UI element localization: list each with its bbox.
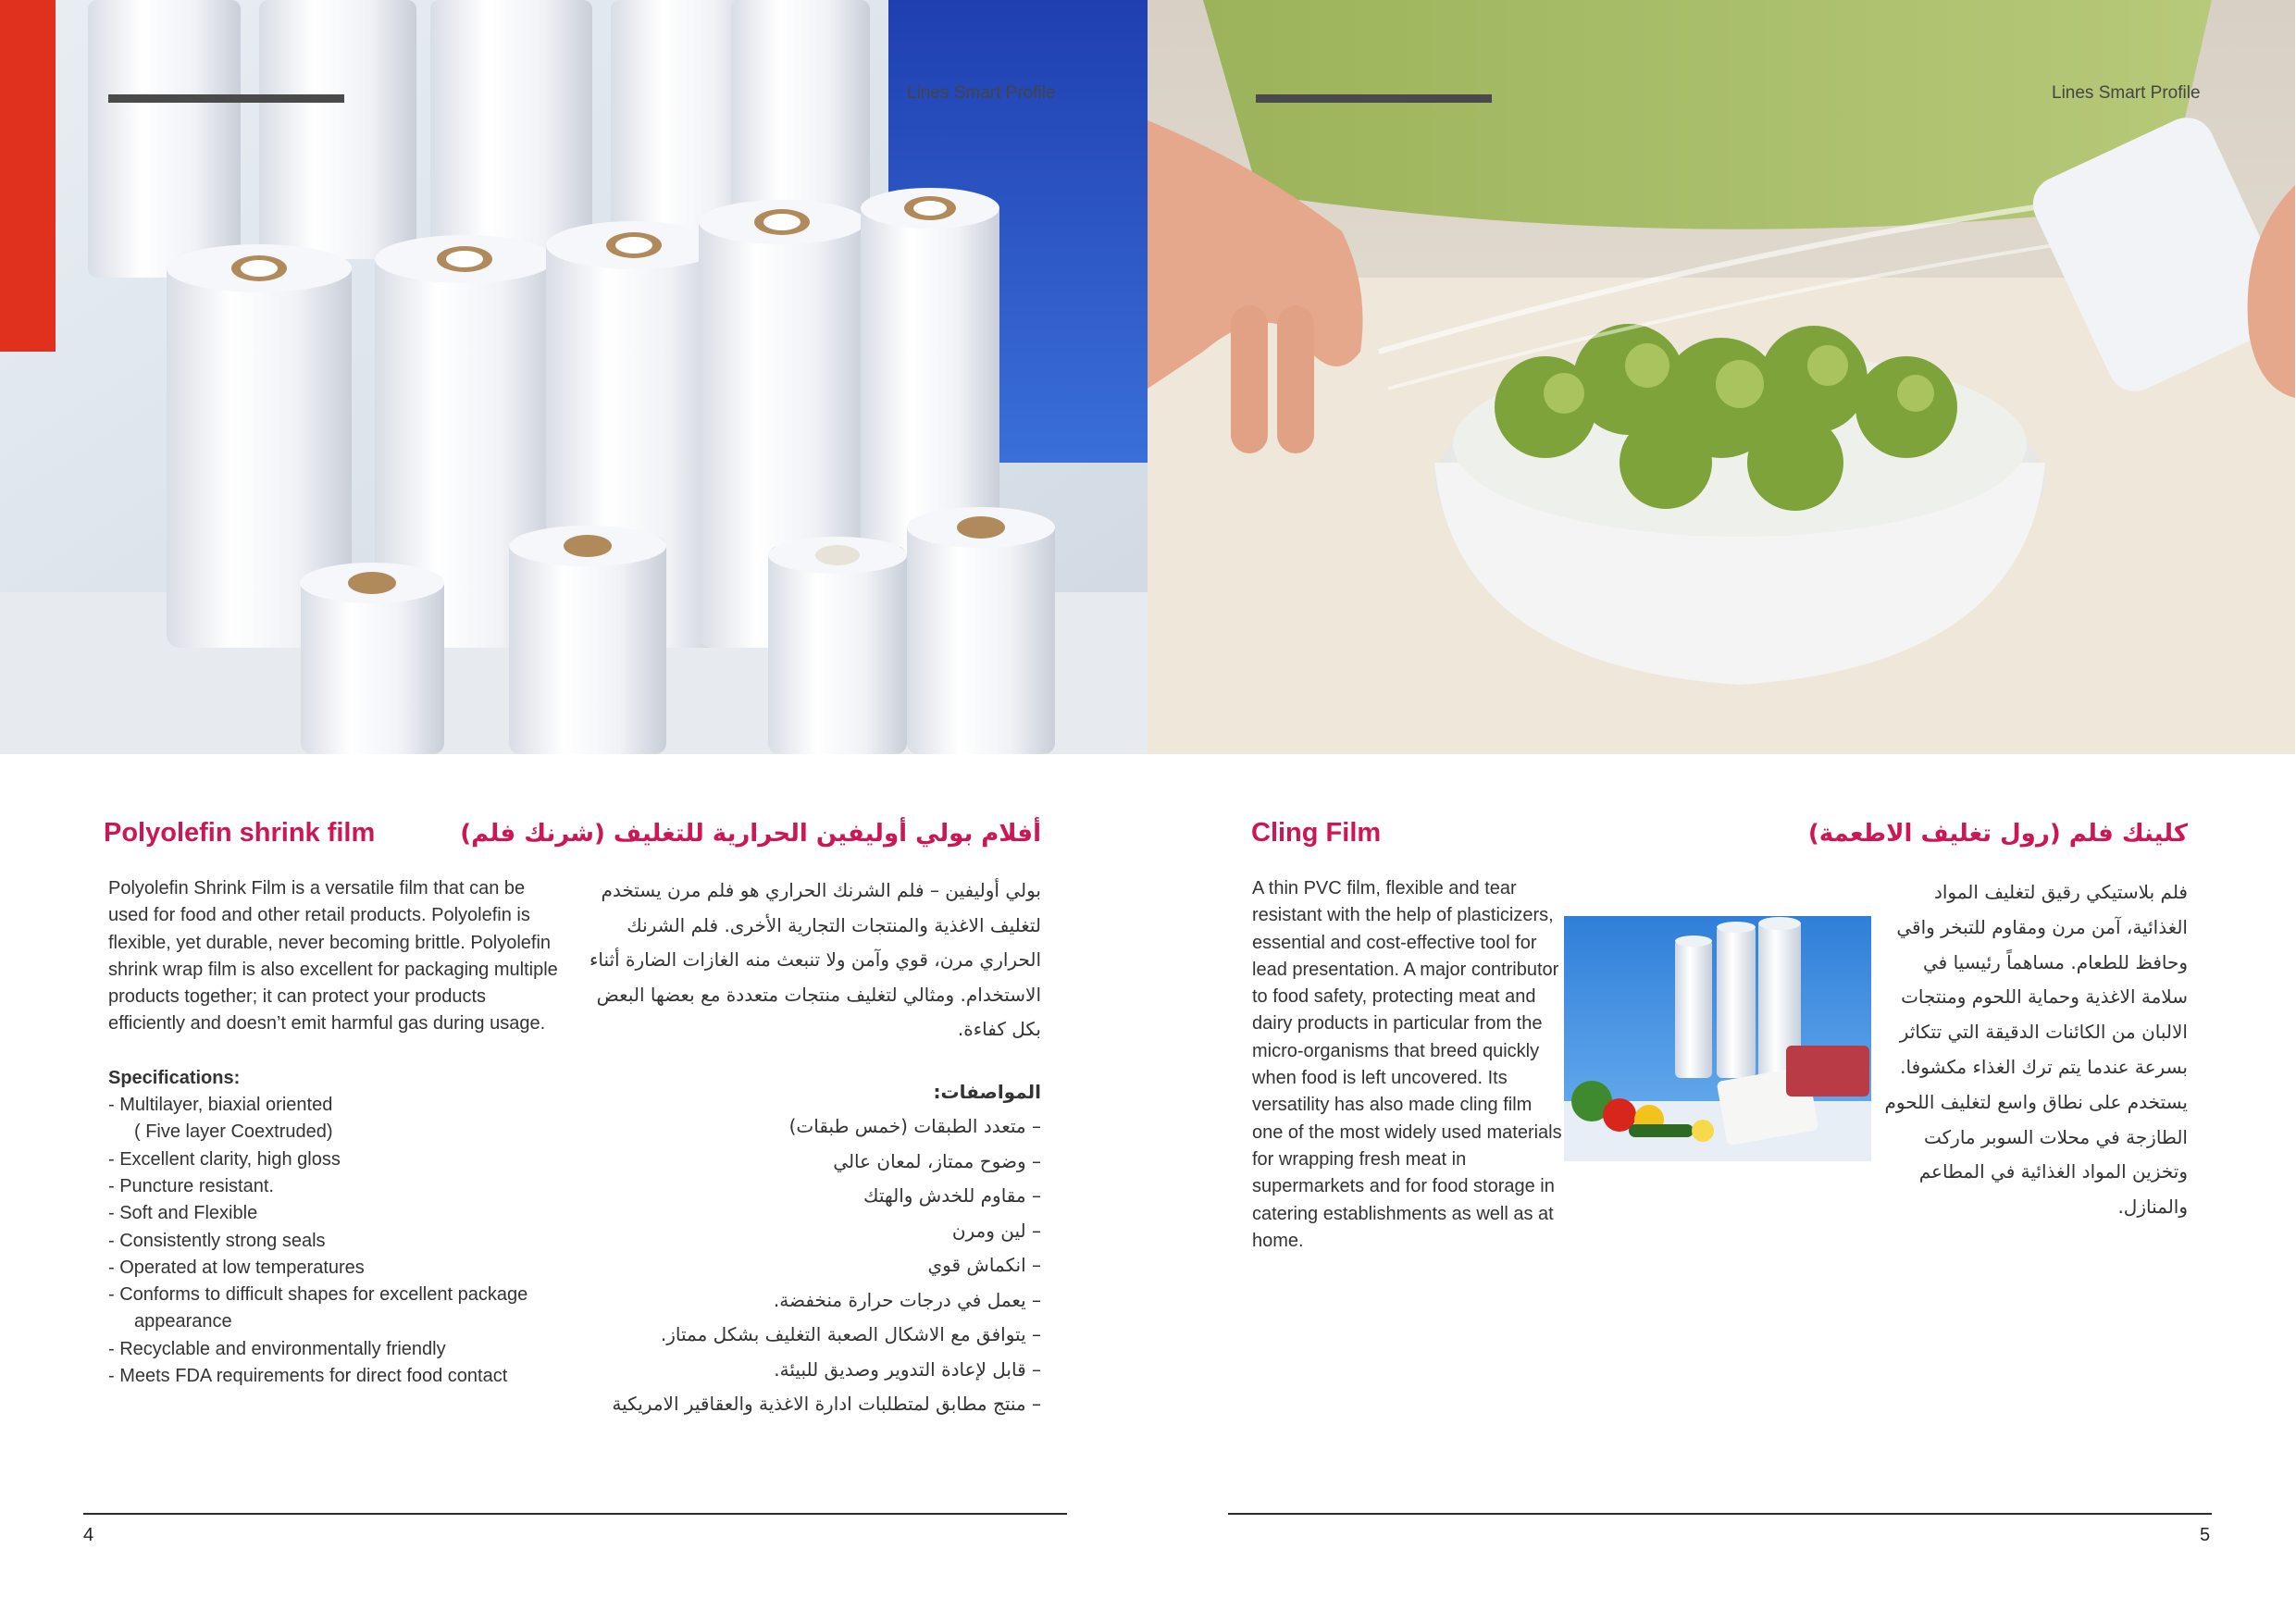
specifications-heading: Specifications: (108, 1067, 241, 1088)
body-text-en: A thin PVC film, flexible and tear resistant with the help of plasticizers, essential and cost-effective tool for lead presentation. A major contributor to food safety, protecting meat and dairy products in particular from the micro-organisms that breed quickly when food is left uncovered. Its versatility has also made cling film one of the most widely used materials for wrapping fresh meat in supermarkets and for food storage in catering establishments as well as at home. (1252, 878, 1562, 1251)
spec-item-ar: – وضوح ممتاز، لمعان عالي (833, 1149, 1041, 1172)
spec-item-ar: – مقاوم للخدش والهتك (863, 1184, 1041, 1207)
body-text-ar: فلم بلاستيكي رقيق لتغليف المواد الغذائية، آمن مرن ومقاوم للتبخر واقي وحافظ للطعام. مساهماً رئيسيا في سلامة الاغذية وحماية اللحوم ومنتجات الالبان من الكائنات الدقيقة التي تتكاثر بسرعة عندما يتم ترك الغذاء مكشوفا. يستخدم على نطاق واسع لتغليف اللحوم الطازجة في محلات السوبر ماركت وتخزين المواد الغذائية في المطاعم والمنازل. (1884, 881, 2188, 1219)
body-text-ar: بولي أوليفين – فلم الشرنك الحراري هو فلم مرن يستخدم لتغليف الاغذية والمنتجات التجارية الأخرى. فلم الشرنك الحراري مرن، قوي وآمن ولا تنبعث منه الغازات الضارة أثناء الاستخدام. ومثالي لتغليف منتجات متعددة مع بعضها البعض بكل كفاءة. (589, 879, 1041, 1040)
spec-item-ar: – يتوافق مع الاشكال الصعبة التغليف بشكل ممتاز. (660, 1323, 1041, 1345)
specifications-heading-ar: المواصفات: (933, 1080, 1041, 1103)
header-bar (108, 94, 344, 103)
spec-item: - Soft and Flexible (108, 1203, 258, 1224)
page-number: 5 (2200, 1525, 2211, 1545)
spec-item-ar: – متعدد الطبقات (خمس طبقات) (788, 1115, 1041, 1137)
english-column (1252, 875, 1562, 1255)
stretch-film-rolls-photo (0, 0, 1148, 754)
specifications-list-ar (574, 1109, 1041, 1422)
page-right (1148, 0, 2295, 1623)
section-title-ar: كلينك فلم (رول تغليف الاطعمة) (1807, 820, 2188, 848)
spec-item-ar: – انكماش قوي (927, 1254, 1041, 1276)
section-title-en: Polyolefin shrink film (104, 818, 376, 848)
header-bar (1256, 94, 1492, 103)
footer-rule (1228, 1513, 2212, 1515)
body-text-en: Polyolefin Shrink Film is a versatile film that can be used for food and other retail products. Polyolefin is flexible, yet durable, never becoming brittle. Polyolefin shrink wrap film is also excellent for packaging multiple products together; it can protect your products efficiently and doesn’t emit harmful gas during usage. (108, 878, 558, 1035)
footer-rule (83, 1513, 1067, 1515)
brand-label: Lines Smart Profile (2052, 83, 2201, 103)
section-title-en: Cling Film (1251, 818, 1382, 848)
cling-film-rolls-with-vegetables-photo (1564, 916, 1871, 1161)
spec-item: - Multilayer, biaxial oriented ( Five layer Coextruded) (108, 1095, 333, 1143)
spec-item: - Excellent clarity, high gloss (108, 1148, 341, 1170)
english-column (108, 875, 566, 1390)
spec-item: - Meets FDA requirements for direct food contact (108, 1366, 508, 1387)
spec-item-ar: – يعمل في درجات حرارة منخفضة. (773, 1288, 1041, 1311)
spec-item: - Consistently strong seals (108, 1230, 326, 1251)
spec-item: - Recyclable and environmentally friendly (108, 1338, 446, 1359)
cling-film-bowl-photo (1148, 0, 2295, 754)
spec-item-ar: – منتج مطابق لمتطلبات ادارة الاغذية والعقاقير الامريكية (612, 1393, 1041, 1415)
spec-item: - Conforms to difficult shapes for excellent package appearance (108, 1284, 528, 1332)
specifications-list (108, 1092, 566, 1390)
section-title-ar: أفلام بولي أوليفين الحرارية للتغليف (شرنك فلم) (460, 820, 1041, 848)
arabic-column (574, 873, 1041, 1422)
spec-item: - Puncture resistant. (108, 1175, 274, 1196)
arabic-column (1873, 875, 2188, 1225)
spec-item-ar: – لين ومرن (951, 1219, 1041, 1242)
spec-item-ar: – قابل لإعادة التدوير وصديق للبيئة. (774, 1357, 1041, 1381)
brand-label: Lines Smart Profile (907, 83, 1056, 103)
page-number: 4 (83, 1525, 94, 1545)
spec-item: - Operated at low temperatures (108, 1257, 365, 1278)
